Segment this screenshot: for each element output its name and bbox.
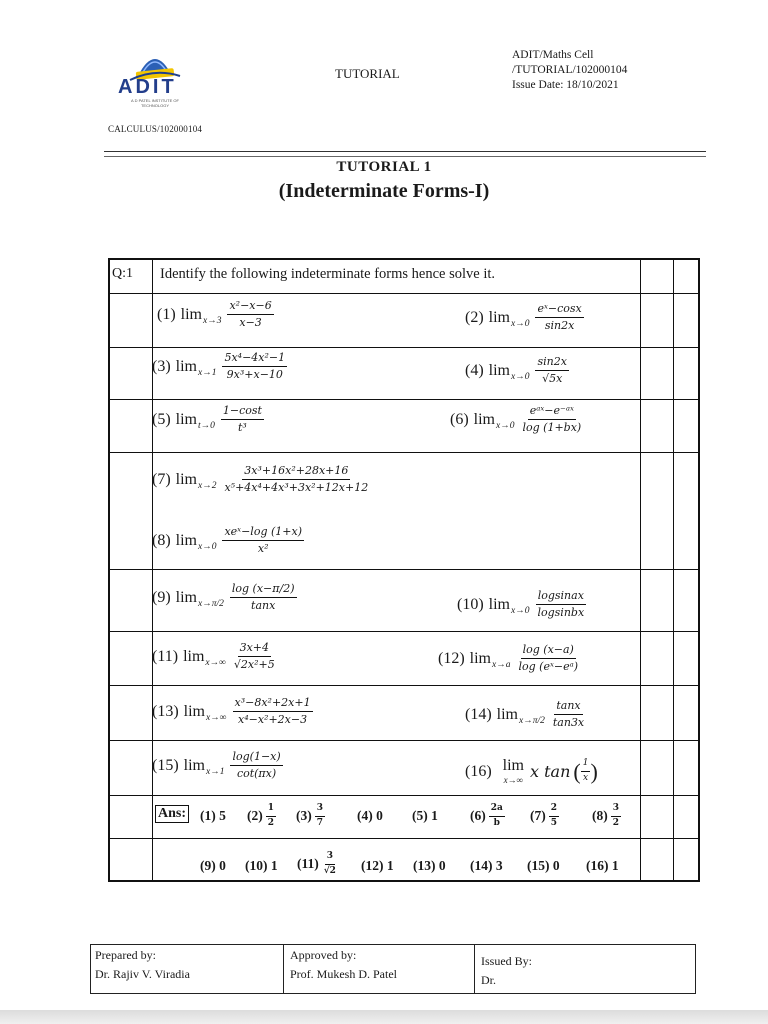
lim-text: lim: [175, 470, 197, 488]
lim-subscript: x→1: [198, 367, 217, 378]
footer-divider: [283, 945, 284, 993]
lim-text: lim: [502, 757, 524, 774]
item-number: (6): [450, 410, 469, 428]
limit-fraction: [516, 644, 580, 673]
lim-subscript: x→∞: [503, 775, 524, 785]
limit-item-15: [152, 751, 283, 780]
lim-subscript: x→2: [198, 480, 217, 491]
item-number: (8): [152, 531, 171, 549]
table-col-divider: [640, 260, 641, 880]
answer-15: (15) 0: [527, 858, 560, 873]
answer-6: (6) $\frac{2a}{b}$: [470, 803, 503, 828]
lim-text: lim: [175, 357, 197, 375]
course-code: CALCULUS/102000104: [108, 124, 203, 134]
answer-10: (10) 1: [245, 858, 278, 873]
numerator: 5x⁴−4x²−1: [222, 352, 287, 367]
lim-subscript: x→∞: [206, 712, 227, 723]
item-number: (2): [465, 308, 484, 326]
limit-fraction: [222, 465, 370, 494]
denominator: logsinbx: [537, 606, 585, 620]
answers-label: Ans:: [155, 805, 189, 823]
limit-fraction: [581, 759, 591, 784]
item-number: (15): [152, 756, 179, 774]
numerator: 1: [581, 759, 591, 772]
lim-text: lim: [175, 410, 197, 428]
denominator: sin2x: [544, 319, 575, 333]
limit-fraction: [222, 526, 304, 555]
numerator: sin2x: [535, 356, 568, 371]
limit-item-9: [152, 583, 297, 612]
numerator: 3x+4: [238, 642, 271, 657]
limit-item-4: [465, 356, 569, 385]
item-number: (5): [152, 410, 171, 428]
lim-subscript: x→π/2: [519, 715, 545, 726]
lim-text: lim: [180, 305, 202, 323]
table-row-divider: [110, 838, 700, 839]
lim-subscript: x→a: [492, 659, 511, 670]
tutorial-topic: (Indeterminate Forms-I): [278, 180, 490, 202]
table-row-divider: [110, 347, 700, 348]
answer-16: (16) 1: [586, 858, 619, 873]
lim-subscript: x→1: [206, 766, 225, 777]
limit-item-7: [152, 465, 370, 494]
question-text: Identify the following indeterminate forms hence solve it.: [160, 266, 496, 282]
table-row-divider: [110, 569, 700, 570]
numerator: x³−8x²+2x+1: [233, 697, 313, 712]
lim-subscript: x→∞: [205, 657, 226, 668]
limit-item-6: [450, 405, 583, 434]
numerator: eᵃˣ−e⁻ᵃˣ: [528, 405, 576, 420]
item-number: (7): [152, 470, 171, 488]
approved-by-label: Approved by:: [290, 948, 357, 962]
answer-3: (3) $\frac{3}{7}$: [296, 803, 324, 828]
prepared-by-label: Prepared by:: [95, 948, 156, 962]
lim-text: lim: [175, 531, 197, 549]
limit-item-10: [457, 590, 586, 619]
item-number: (10): [457, 595, 484, 613]
approved-by-name: Prof. Mukesh D. Patel: [290, 967, 397, 981]
approved-by-cell: [286, 945, 471, 993]
lim-subscript: x→0: [496, 420, 515, 431]
limit-fraction: [233, 697, 313, 726]
denominator: tan3x: [552, 716, 585, 730]
lim-text: lim: [473, 410, 495, 428]
lim-text: lim: [488, 595, 510, 613]
limit-item-8: [152, 526, 304, 555]
header-center-label: TUTORIAL: [335, 66, 400, 81]
answer-12: (12) 1: [361, 858, 394, 873]
limit-expression: x tan: [530, 762, 571, 781]
denominator: t³: [238, 421, 247, 435]
header-doc-info: [512, 48, 627, 93]
item-number: (13): [152, 702, 179, 720]
lim-subscript: t→0: [198, 420, 215, 431]
limit-item-12: [438, 644, 580, 673]
table-row-divider: [110, 293, 700, 294]
numerator: tanx: [554, 700, 582, 715]
limit-item-11: [152, 642, 277, 671]
numerator: 3x³+16x²+28x+16: [242, 465, 350, 480]
logo-subtitle: A D PATEL INSTITUTE OF TECHNOLOGY: [131, 98, 179, 108]
lim-subscript: x→0: [511, 371, 530, 382]
item-number: (1): [157, 305, 176, 323]
lim-text: lim: [469, 649, 491, 667]
table-row-divider: [110, 399, 700, 400]
item-number: (4): [465, 361, 484, 379]
issued-by-cell: [477, 951, 692, 999]
numerator: log(1−x): [230, 751, 282, 766]
answer-9: (9) 0: [200, 858, 226, 873]
lim-text: lim: [496, 705, 518, 723]
tutorial-number: TUTORIAL 1: [336, 159, 432, 175]
header-rule-thin: [104, 156, 706, 157]
item-number: (9): [152, 588, 171, 606]
item-number: (16): [465, 762, 492, 780]
answer-2: (2) $\frac{1}{2}$: [247, 803, 275, 828]
lim-subscript: x→π/2: [198, 598, 224, 609]
answer-8: (8) $\frac{3}{2}$: [592, 803, 620, 828]
numerator: log (x−a): [521, 644, 576, 659]
limit-item-5: [152, 405, 264, 434]
denominator: tanx: [251, 599, 276, 613]
item-number: (3): [152, 357, 171, 375]
lim-subscript: x→0: [198, 541, 217, 552]
lim-subscript: x→0: [511, 318, 530, 329]
lim-subscript: x→0: [511, 605, 530, 616]
limit-fraction: [520, 405, 583, 434]
denominator: x²: [257, 542, 269, 556]
item-number: (12): [438, 649, 465, 667]
numerator: logsinax: [536, 590, 586, 605]
numerator: x²−x−6: [227, 300, 273, 315]
doc-info-line3: Issue Date: 18/10/2021: [512, 79, 619, 91]
doc-info-line1: ADIT/Maths Cell: [512, 49, 594, 61]
answer-7: (7) $\frac{2}{5}$: [530, 803, 558, 828]
table-col-divider: [673, 260, 674, 880]
item-number: (11): [152, 647, 179, 665]
denominator: √5x: [542, 372, 563, 386]
denominator: cot(πx): [236, 767, 277, 781]
denominator: x: [583, 773, 589, 783]
table-row-divider: [110, 685, 700, 686]
answer-13: (13) 0: [413, 858, 446, 873]
table-row-divider: [110, 795, 700, 796]
limit-item-1: [157, 300, 274, 329]
table-row-divider: [110, 452, 700, 453]
limit-item-3: [152, 352, 287, 381]
limit-fraction: [230, 751, 282, 780]
denominator: x⁴−x²+2x−3: [238, 713, 308, 727]
doc-info-line2: /TUTORIAL/102000104: [512, 64, 628, 76]
close-paren: ): [590, 758, 598, 784]
answer-14: (14) 3: [470, 858, 503, 873]
table-row-divider: [110, 631, 700, 632]
denominator: log (1+bx): [522, 421, 582, 435]
denominator: √2x²+5: [233, 658, 275, 672]
header-rule: [104, 151, 706, 152]
logo-text: ADIT: [118, 76, 177, 98]
answer-1: (1) 5: [200, 808, 226, 823]
scan-edge: [0, 1010, 768, 1024]
denominator: log (eˣ−eᵃ): [518, 660, 579, 674]
answer-5: (5) 1: [412, 808, 438, 823]
question-label: Q:1: [112, 266, 133, 281]
footer-divider: [474, 945, 475, 993]
prepared-by-name: Dr. Rajiv V. Viradia: [95, 967, 190, 981]
limit-fraction: [221, 405, 264, 434]
limit-fraction: [551, 700, 586, 729]
limit-fraction: [222, 352, 287, 381]
lim-text: lim: [183, 756, 205, 774]
denominator: x⁵+4x⁴+4x³+3x²+12x+12: [224, 481, 369, 495]
limit-fraction: [232, 642, 277, 671]
numerator: xeˣ−log (1+x): [222, 526, 304, 541]
limit-fraction: [535, 303, 583, 332]
limit-item-14: [465, 700, 586, 729]
approval-footer: [90, 944, 696, 994]
limit-item-13: [152, 697, 313, 726]
numerator: 1−cost: [221, 405, 264, 420]
issued-by-label: Issued By:: [481, 954, 532, 968]
open-paren: (: [573, 758, 581, 784]
lim-text: lim: [183, 702, 205, 720]
table-row-divider: [110, 740, 700, 741]
limit-fraction: [535, 590, 586, 619]
numerator: log (x−π/2): [230, 583, 297, 598]
limit-fraction: [230, 583, 297, 612]
prepared-by-cell: [91, 945, 283, 993]
lim-text: lim: [488, 361, 510, 379]
issued-by-name: Dr.: [481, 973, 496, 987]
lim-text: lim: [488, 308, 510, 326]
limit-fraction: [535, 356, 568, 385]
answer-11: (11) $\frac{3}{√2}$: [297, 851, 336, 876]
denominator: x−3: [239, 316, 262, 330]
lim-text: lim: [175, 588, 197, 606]
limit-fraction: [227, 300, 273, 329]
limit-item-2: [465, 303, 584, 332]
lim-text: lim: [183, 647, 205, 665]
denominator: 9x³+x−10: [226, 368, 283, 382]
limit-item-16: [465, 758, 598, 785]
answer-4: (4) 0: [357, 808, 383, 823]
numerator: eˣ−cosx: [535, 303, 583, 318]
lim-subscript: x→3: [203, 315, 222, 326]
item-number: (14): [465, 705, 492, 723]
